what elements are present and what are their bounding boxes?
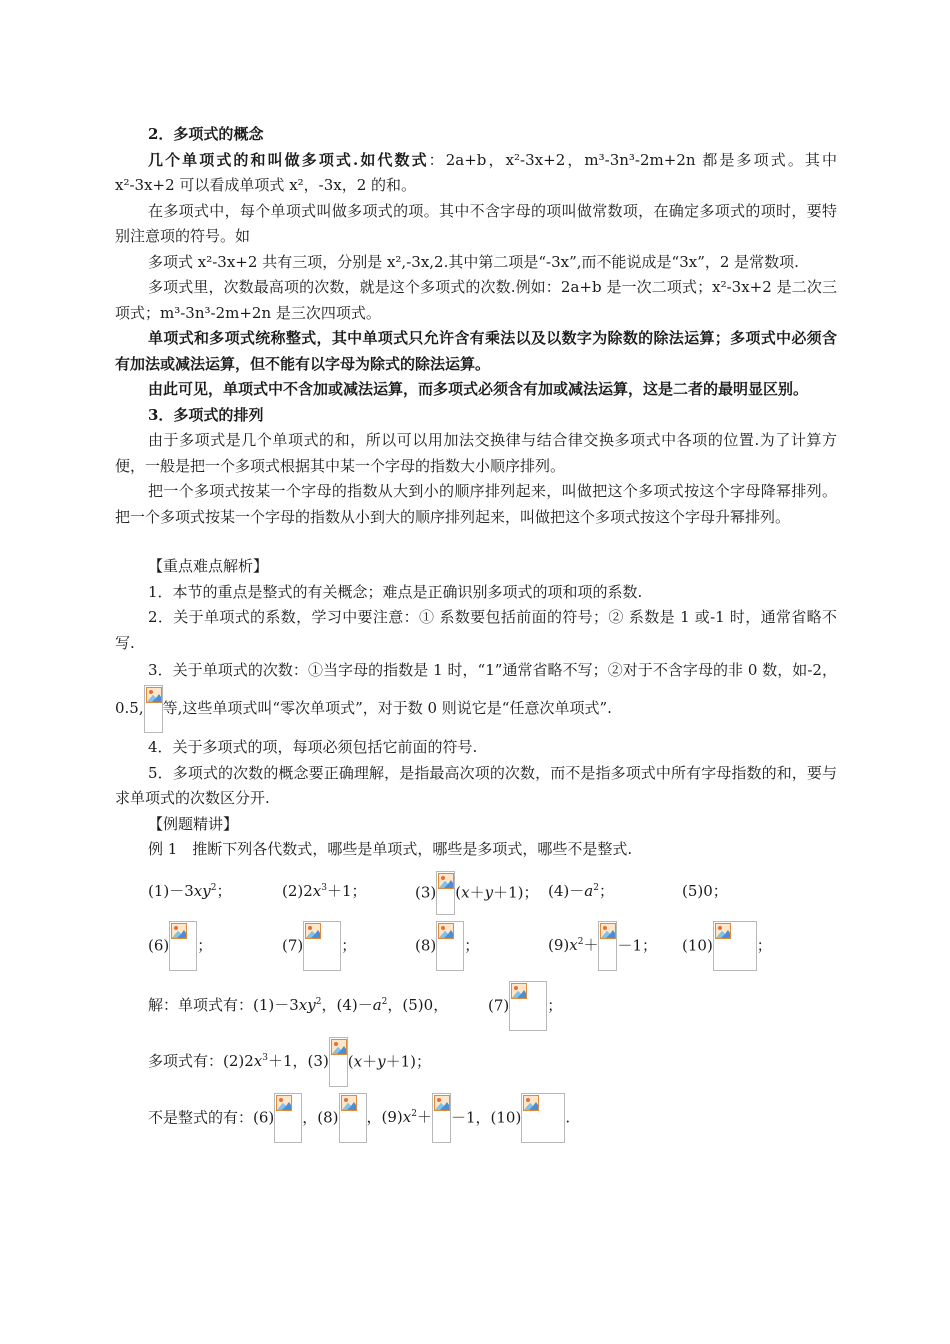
broken-image-icon: [274, 1093, 302, 1143]
key-paragraph-2: 2．关于单项式的系数，学习中要注意：① 系数要包括前面的符号；② 系数是 1 或-1 时，通常省略不写.: [115, 608, 837, 652]
answer-non-integral: 不是整式的有：(6) ，(8) ，$(9)x^2+$ －1，(10) .: [115, 1093, 837, 1149]
document-page: [115, 122, 837, 1149]
broken-image-icon: [436, 871, 455, 915]
broken-image-icon: [436, 921, 464, 971]
s2-p1-bold: 几个单项式的和叫做多项式.如代数式: [148, 150, 429, 169]
s3-paragraph-2: 把一个多项式按某一个字母的指数从大到小的顺序排列起来，叫做把这个多项式按这个字母降幂排列。把一个多项式按某一个字母的指数从小到大的顺序排列起来，叫做把这个多项式按这个字母升幂排列。: [115, 482, 837, 526]
broken-image-icon: [339, 1093, 367, 1143]
item-7: (7) ；: [282, 921, 356, 971]
broken-image-icon: [432, 1093, 451, 1143]
item-4: $(4)-a^2$；: [548, 881, 614, 900]
s2-paragraph-3: 多项式 x²-3x+2 共有三项，分别是 x²,-3x,2.其中第二项是“-3x”,而不能说成是“3x”，2 是常数项.: [148, 252, 799, 271]
key-paragraph-4: 4．关于多项式的项，每项必须包括它前面的符号.: [148, 738, 478, 756]
broken-image-icon: [329, 1037, 348, 1087]
example-row-1: [115, 871, 837, 921]
item-2: $(2)2x^3+1$；: [282, 881, 367, 900]
key-heading: 【重点难点解析】: [148, 557, 269, 575]
s2-p1-rest: ：2a+b，x²-3x+2，m³-3n³-2m+2n 都是多项式。其中 x²-3x+2 可以看成单项式 x²，-3x，2 的和。: [115, 150, 837, 194]
s3-paragraph-1: 由于多项式是几个单项式的和，所以可以用加法交换律与结合律交换多项式中各项的位置.为了计算方便，一般是把一个多项式根据其中某一个字母的指数大小顺序排列。: [115, 431, 837, 475]
key-paragraph-1: 1．本节的重点是整式的有关概念；难点是正确识别多项式的项和项的系数.: [148, 582, 643, 601]
s2-paragraph-1: [115, 148, 837, 199]
example-question: 例 1 推断下列各代数式，哪些是单项式，哪些是多项式，哪些不是整式.: [148, 840, 633, 858]
item-3: (3) (x＋y＋1)；: [415, 871, 538, 915]
section-2-heading: 2．多项式的概念: [148, 125, 264, 143]
s2-paragraph-2: 在多项式中，每个单项式叫做多项式的项。其中不含字母的项叫做常数项，在确定多项式的项时，要特别注意项的符号。如: [115, 201, 837, 245]
answer-monomials: 解：单项式有：$(1)-3xy^2$，$(4)-a^2$，(5)0， (7) ；: [115, 981, 837, 1037]
broken-image-icon: [521, 1093, 565, 1143]
section-3-heading: 3．多项式的排列: [148, 405, 264, 424]
key-paragraph-5: 5．多项式的次数的概念要正确理解，是指最高次项的次数，而不是指多项式中所有字母指数的和，要与求单项式的次数区分开.: [115, 763, 837, 807]
example-row-2: [115, 921, 837, 981]
example-heading: 【例题精讲】: [148, 814, 239, 833]
broken-image-icon: [303, 921, 341, 971]
item-5: (5)0；: [682, 881, 728, 900]
s2-paragraph-4: 多项式里，次数最高项的次数，就是这个多项式的次数.例如：2a+b 是一次二项式；x²-3x+2 是二次三项式；m³-3n³-2m+2n 是三次四项式。: [115, 278, 837, 322]
item-1: $(1)-3xy^2$；: [148, 881, 232, 900]
item-6: (6) ；: [148, 921, 212, 971]
broken-image-icon: [169, 921, 197, 971]
answer-polynomials: 多项式有：$(2)2x^3+1$，(3) (x＋y＋1)；: [115, 1037, 837, 1093]
s2-paragraph-5: 单项式和多项式统称整式，其中单项式只允许含有乘法以及以数字为除数的除法运算；多项式中必须含有加法或减法运算，但不能有以字母为除式的除法运算。: [115, 329, 837, 373]
broken-image-icon: [713, 921, 757, 971]
s2-paragraph-6: 由此可见，单项式中不含加或减法运算，而多项式必须含有加或减法运算，这是二者的最明显区别。: [148, 380, 809, 398]
key-paragraph-3: 3．关于单项式的次数：①当字母的指数是 1 时，“1”通常省略不写；②对于不含字母的非 0 数，如-2，0.5, 等,这些单项式叫“零次单项式”，对于数 0 则说它是“任意次单项式”.: [115, 656, 837, 733]
item-10: (10) ；: [682, 921, 772, 971]
broken-image-icon: [144, 685, 163, 733]
item-8: (8) ；: [415, 921, 479, 971]
item-9: $(9)x^2+$ －1；: [548, 921, 657, 971]
broken-image-icon: [509, 981, 547, 1031]
broken-image-icon: [598, 921, 617, 971]
